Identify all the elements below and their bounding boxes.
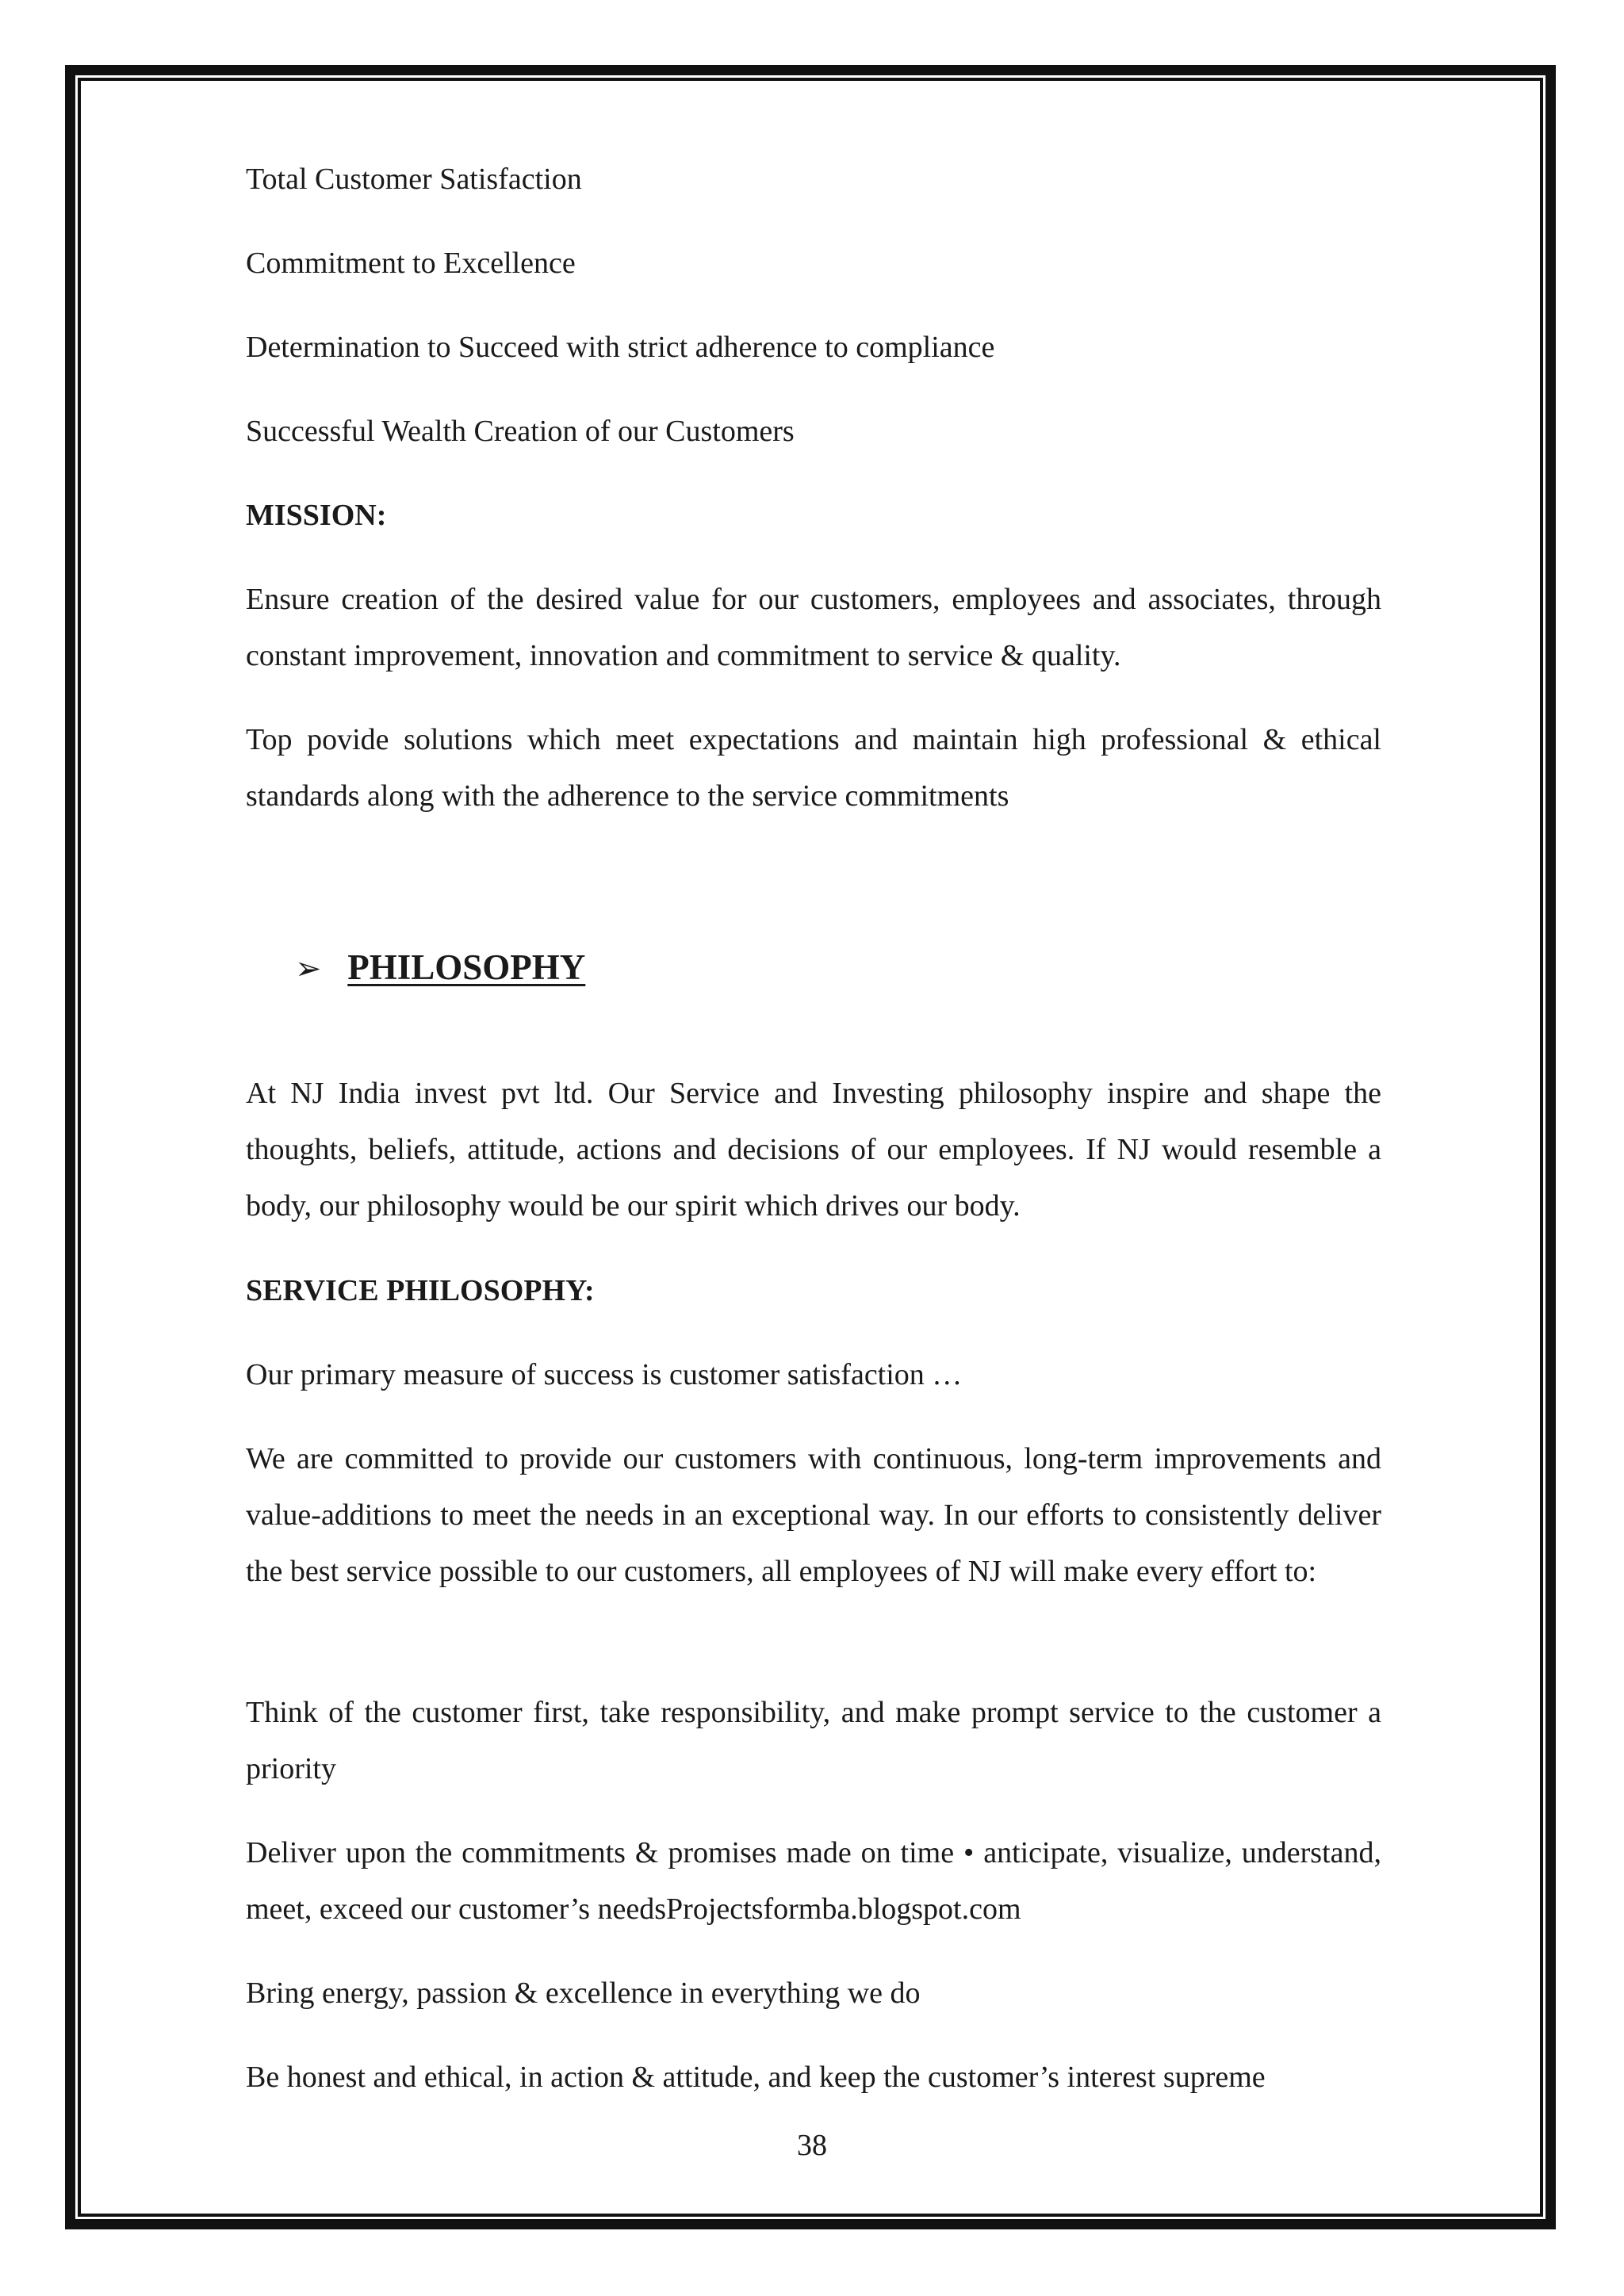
value-item: Total Customer Satisfaction [246, 163, 582, 196]
philosophy-heading [295, 939, 585, 997]
service-philosophy-line: Bring energy, passion & excellence in everything we do [246, 1976, 921, 2010]
value-item: Commitment to Excellence [246, 247, 576, 280]
value-item: Determination to Succeed with strict adherence to compliance [246, 331, 995, 364]
philosophy-title: PHILOSOPHY [347, 947, 586, 987]
service-philosophy-paragraph: Deliver upon the commitments & promises made on time • anticipate, visualize, understand, meet, exceed our customer’s needsProjectsformba.blogspot.com [246, 1836, 1381, 1926]
page-number: 38 [797, 2129, 827, 2162]
mission-heading: MISSION: [246, 499, 387, 532]
service-philosophy-paragraph: Think of the customer first, take responsibility, and make prompt service to the customer a priority [246, 1696, 1381, 1785]
service-philosophy-line: Be honest and ethical, in action & attitude, and keep the customer’s interest supreme [246, 2061, 1266, 2094]
mission-paragraph: Top povide solutions which meet expectations and maintain high professional & ethical standards along with the adherence to the service commitments [246, 723, 1381, 813]
philosophy-paragraph: At NJ India invest pvt ltd. Our Service and Investing philosophy inspire and shape the thoughts, beliefs, attitude, actions and decisions of our employees. If NJ would resemble a body, our philosophy would be our spirit which drives our body. [246, 1077, 1381, 1223]
service-philosophy-heading: SERVICE PHILOSOPHY: [246, 1274, 595, 1307]
mission-paragraph: Ensure creation of the desired value for our customers, employees and associates, through constant improvement, innovation and commitment to service & quality. [246, 583, 1381, 672]
value-item: Successful Wealth Creation of our Customers [246, 415, 795, 448]
service-philosophy-line: Our primary measure of success is customer satisfaction … [246, 1358, 963, 1391]
arrow-bullet-icon: ➢ [295, 951, 322, 987]
service-philosophy-paragraph: We are committed to provide our customers with continuous, long-term improvements and value-additions to meet the needs in an exceptional way. In our efforts to consistently deliver the best service possible to our customers, all employees of NJ will make every effort to: [246, 1442, 1381, 1588]
